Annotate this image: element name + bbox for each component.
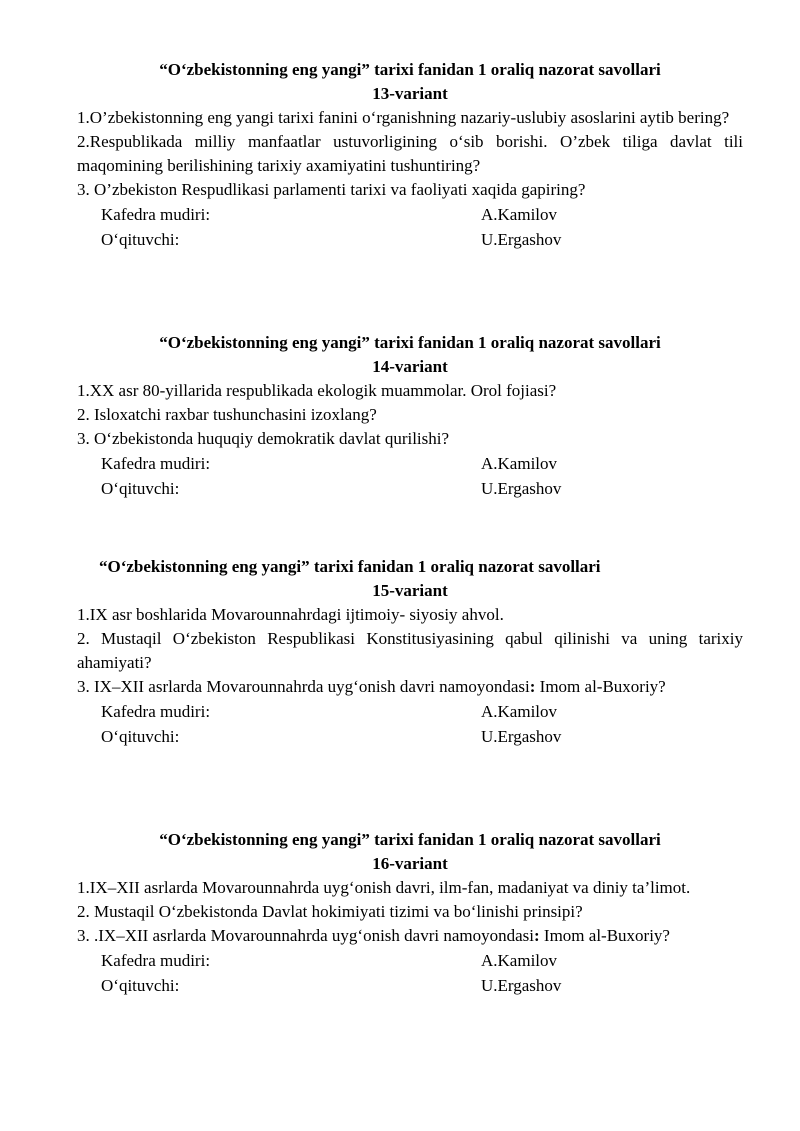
section-title: “O‘zbekistonning eng yangi” tarixi fanidan 1 oraliq nazorat savollari xyxy=(159,830,661,849)
question-3-colon: : xyxy=(534,926,540,945)
section-title: “O‘zbekistonning eng yangi” tarixi fanidan 1 oraliq nazorat savollari xyxy=(159,60,661,79)
signature-role: Kafedra mudiri: xyxy=(101,205,211,224)
question-3 xyxy=(77,675,743,699)
signature-row-head xyxy=(77,202,743,227)
variant-label: 14-variant xyxy=(372,357,448,376)
signature-row-teacher xyxy=(77,476,743,501)
variant-section-15 xyxy=(77,555,743,749)
signature-role: Kafedra mudiri: xyxy=(101,951,211,970)
variant-section-14 xyxy=(77,331,743,501)
section-title: “O‘zbekistonning eng yangi” tarixi fanidan 1 oraliq nazorat savollari xyxy=(99,557,601,576)
signature-name: A.Kamilov xyxy=(481,702,558,721)
signature-role: O‘qituvchi: xyxy=(101,230,180,249)
question-3: 3. O’zbekiston Respudlikasi parlamenti tarixi va faoliyati xaqida gapiring? xyxy=(77,180,586,199)
signature-row-head xyxy=(77,451,743,476)
question-2: 2. Mustaqil O‘zbekiston Respublikasi Konstitusiyasining qabul qilinishi va uning tarixiy ahamiyati? xyxy=(77,629,743,672)
signature-row-teacher xyxy=(77,724,743,749)
signature-name: A.Kamilov xyxy=(481,454,558,473)
variant-section-13 xyxy=(77,58,743,252)
question-2: 2. Mustaqil O‘zbekistonda Davlat hokimiyati tizimi va bo‘linishi prinsipi? xyxy=(77,902,583,921)
signature-name: U.Ergashov xyxy=(481,479,562,498)
signature-role: O‘qituvchi: xyxy=(101,727,180,746)
signature-role: Kafedra mudiri: xyxy=(101,454,211,473)
question-3-text: 3. .IX–XII asrlarda Movarounnahrda uyg‘onish davri namoyondasi xyxy=(77,926,534,945)
signature-name: U.Ergashov xyxy=(481,230,562,249)
variant-section-16 xyxy=(77,828,743,998)
question-1: 1.O’zbekistonning eng yangi tarixi fanini o‘rganishning nazariy-uslubiy asoslarini aytib bering? xyxy=(77,108,730,127)
variant-label: 15-variant xyxy=(372,581,448,600)
question-3 xyxy=(77,924,743,948)
question-3-text: 3. IX–XII asrlarda Movarounnahrda uyg‘onish davri namoyondasi xyxy=(77,677,530,696)
question-3-answer: Imom al-Buxoriy? xyxy=(539,926,670,945)
question-1: 1.IX asr boshlarida Movarounnahrdagi ijtimoiy- siyosiy ahvol. xyxy=(77,605,504,624)
signature-role: Kafedra mudiri: xyxy=(101,702,211,721)
question-2: 2.Respublikada milliy manfaatlar ustuvorligining o‘sib borishi. O’zbek tiliga davlat tili maqomining berilishining tarixiy axamiyatini tushuntiring? xyxy=(77,132,743,175)
question-3: 3. O‘zbekistonda huquqiy demokratik davlat qurilishi? xyxy=(77,429,450,448)
question-3-answer: Imom al-Buxoriy? xyxy=(535,677,666,696)
signature-name: U.Ergashov xyxy=(481,976,562,995)
question-2: 2. Isloxatchi raxbar tushunchasini izoxlang? xyxy=(77,405,377,424)
variant-label: 16-variant xyxy=(372,854,448,873)
signature-row-head xyxy=(77,948,743,973)
signature-name: A.Kamilov xyxy=(481,951,558,970)
signature-row-head xyxy=(77,699,743,724)
signature-role: O‘qituvchi: xyxy=(101,976,180,995)
section-title: “O‘zbekistonning eng yangi” tarixi fanidan 1 oraliq nazorat savollari xyxy=(159,333,661,352)
question-1: 1.IX–XII asrlarda Movarounnahrda uyg‘onish davri, ilm-fan, madaniyat va diniy ta’limot. xyxy=(77,878,691,897)
signature-role: O‘qituvchi: xyxy=(101,479,180,498)
signature-name: U.Ergashov xyxy=(481,727,562,746)
signature-name: A.Kamilov xyxy=(481,205,558,224)
question-3-colon: : xyxy=(529,677,536,696)
variant-label: 13-variant xyxy=(372,84,448,103)
signature-row-teacher xyxy=(77,227,743,252)
signature-row-teacher xyxy=(77,973,743,998)
question-1: 1.XX asr 80-yillarida respublikada ekologik muammolar. Orol fojiasi? xyxy=(77,381,557,400)
